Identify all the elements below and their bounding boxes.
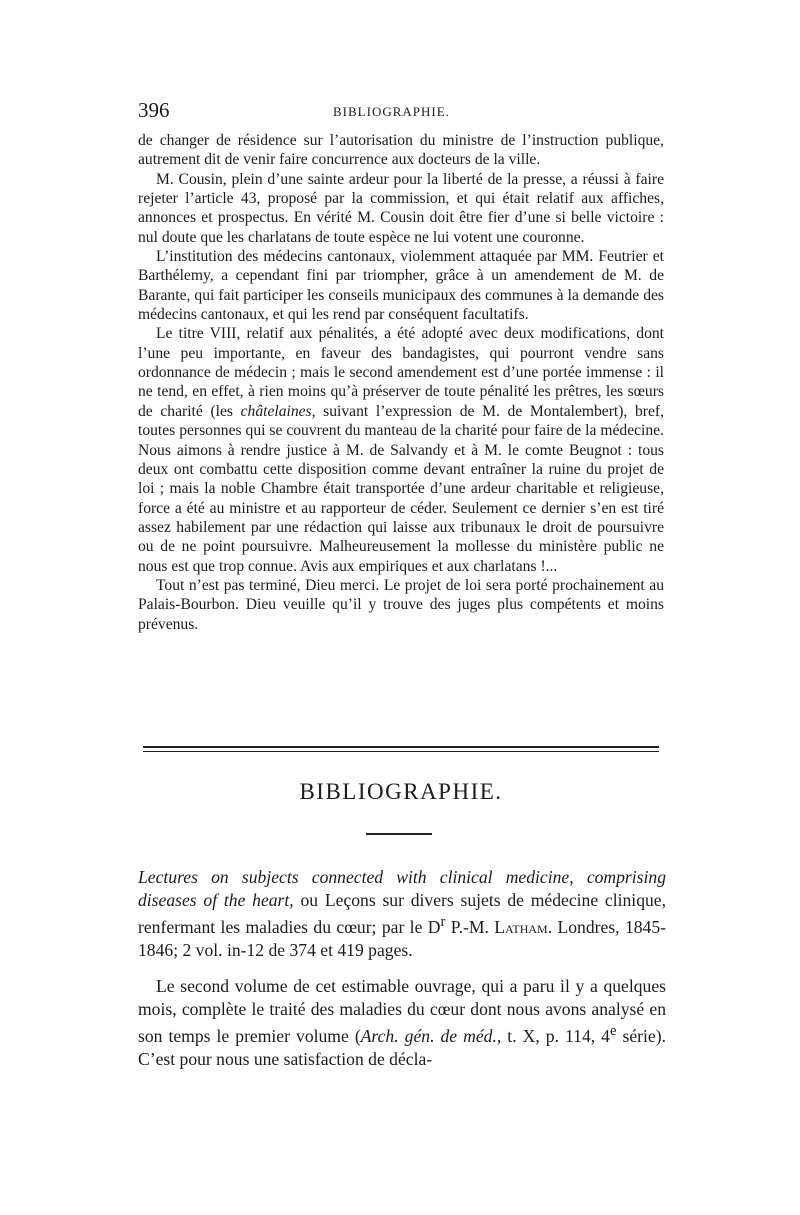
page-number: 396 xyxy=(138,98,170,122)
paragraph: de changer de résidence sur l’autorisation du ministre de l’instruction publique, autrement dit de venir faire concurrence aux docteurs de la ville. xyxy=(138,132,664,169)
superscript: r xyxy=(440,914,446,931)
paragraph: L’institution des médecins cantonaux, violemment attaquée par MM. Feutrier et Barthélemy, a cependant fini par triompher, grâce à un amendement de M. de Barante, qui fait participer les conseils municipaux des communes à la demande des médecins cantonaux, et qui les rend par conséquent facultatifs. xyxy=(138,248,664,324)
paragraph xyxy=(138,975,666,1070)
text-run: série). C’est pour nous une satisfaction de décla- xyxy=(138,1026,666,1069)
bottom-text-block xyxy=(138,866,666,1070)
superscript: e xyxy=(609,1023,617,1040)
journal-reference: Arch. gén. de méd., xyxy=(360,1026,502,1047)
section-title: BIBLIOGRAPHIE. xyxy=(299,779,503,804)
text-run: Le titre VIII, relatif aux pénalités, a été adopté avec deux modifications, dont l’une peu importante, en faveur des bandagistes, qui pourront vendre sans ordonnance de médecin ; mais le second amendement est d’une portée immense : il ne tend, en effet, à rien moins qu’à préserver de toute pénalité les prêtres, les sœurs de charité (les xyxy=(138,325,664,420)
running-title: BIBLIOGRAPHIE. xyxy=(333,104,450,119)
text-run: t. X, p. 114, 4 xyxy=(501,1026,610,1047)
paragraph: M. Cousin, plein d’une sainte ardeur pour la liberté de la presse, a réussi à faire rejeter l’article 43, proposé par la commission, et qui était relatif aux affiches, annonces et prospectus. En vérité M. Cousin doit être fier d’une si belle victoire : nul doute que les charlatans de toute espèce ne lui votent une couronne. xyxy=(138,170,664,246)
top-text-block xyxy=(138,131,664,634)
author-name: Latham. xyxy=(494,917,553,938)
page-header xyxy=(138,98,662,122)
text-run: ou Leçons sur divers sujets de médecine clinique, renfermant les maladies du cœur; par le D xyxy=(138,889,666,938)
double-rule-divider xyxy=(143,746,659,754)
text-run: suivant l’expression de M. de Montalembert), bref, toutes personnes qui se couvrent du manteau de la charité pour faire de la médecine. Nous aimons à rendre justice à M. de Salvandy et à M. le comte Beugnot : tous deux ont combattu cette disposition comme devant entraîner la ruine du projet de loi ; mais la noble Chambre était transportée d’une ardeur charitable et religieuse, force a été au ministre et au rapporteur de céder. Seulement ce dernier s’en est tiré assez habilement par une rédaction qui laisse aux tribunaux le droit de poursuivre ou de ne point poursuivre. Malheureusement la mollesse du ministère public ne nous est que trop connue. Avis aux empiriques et aux charlatans !... xyxy=(138,402,664,575)
short-rule-divider xyxy=(366,833,432,835)
book-title: Lectures on subjects connected with clinical medicine, comprising diseases of the heart, xyxy=(138,867,666,910)
italic-term: châtelaines, xyxy=(240,402,316,420)
text-run: P.-M. xyxy=(445,917,495,938)
text-run: Le second volume de cet estimable ouvrage, qui a paru il y a quelques mois, complète le traité des maladies du cœur dont nous avons analysé en son temps le premier volume ( xyxy=(138,976,666,1047)
bibliography-entry xyxy=(138,866,666,961)
text-run: Londres, 1845-1846; 2 vol. in-12 de 374 et 419 pages. xyxy=(138,917,666,960)
paragraph xyxy=(138,324,664,575)
paragraph: Tout n’est pas terminé, Dieu merci. Le projet de loi sera porté prochainement au Palais-Bourbon. Dieu veuille qu’il y trouve des juges plus compétents et moins prévenus. xyxy=(138,576,664,633)
